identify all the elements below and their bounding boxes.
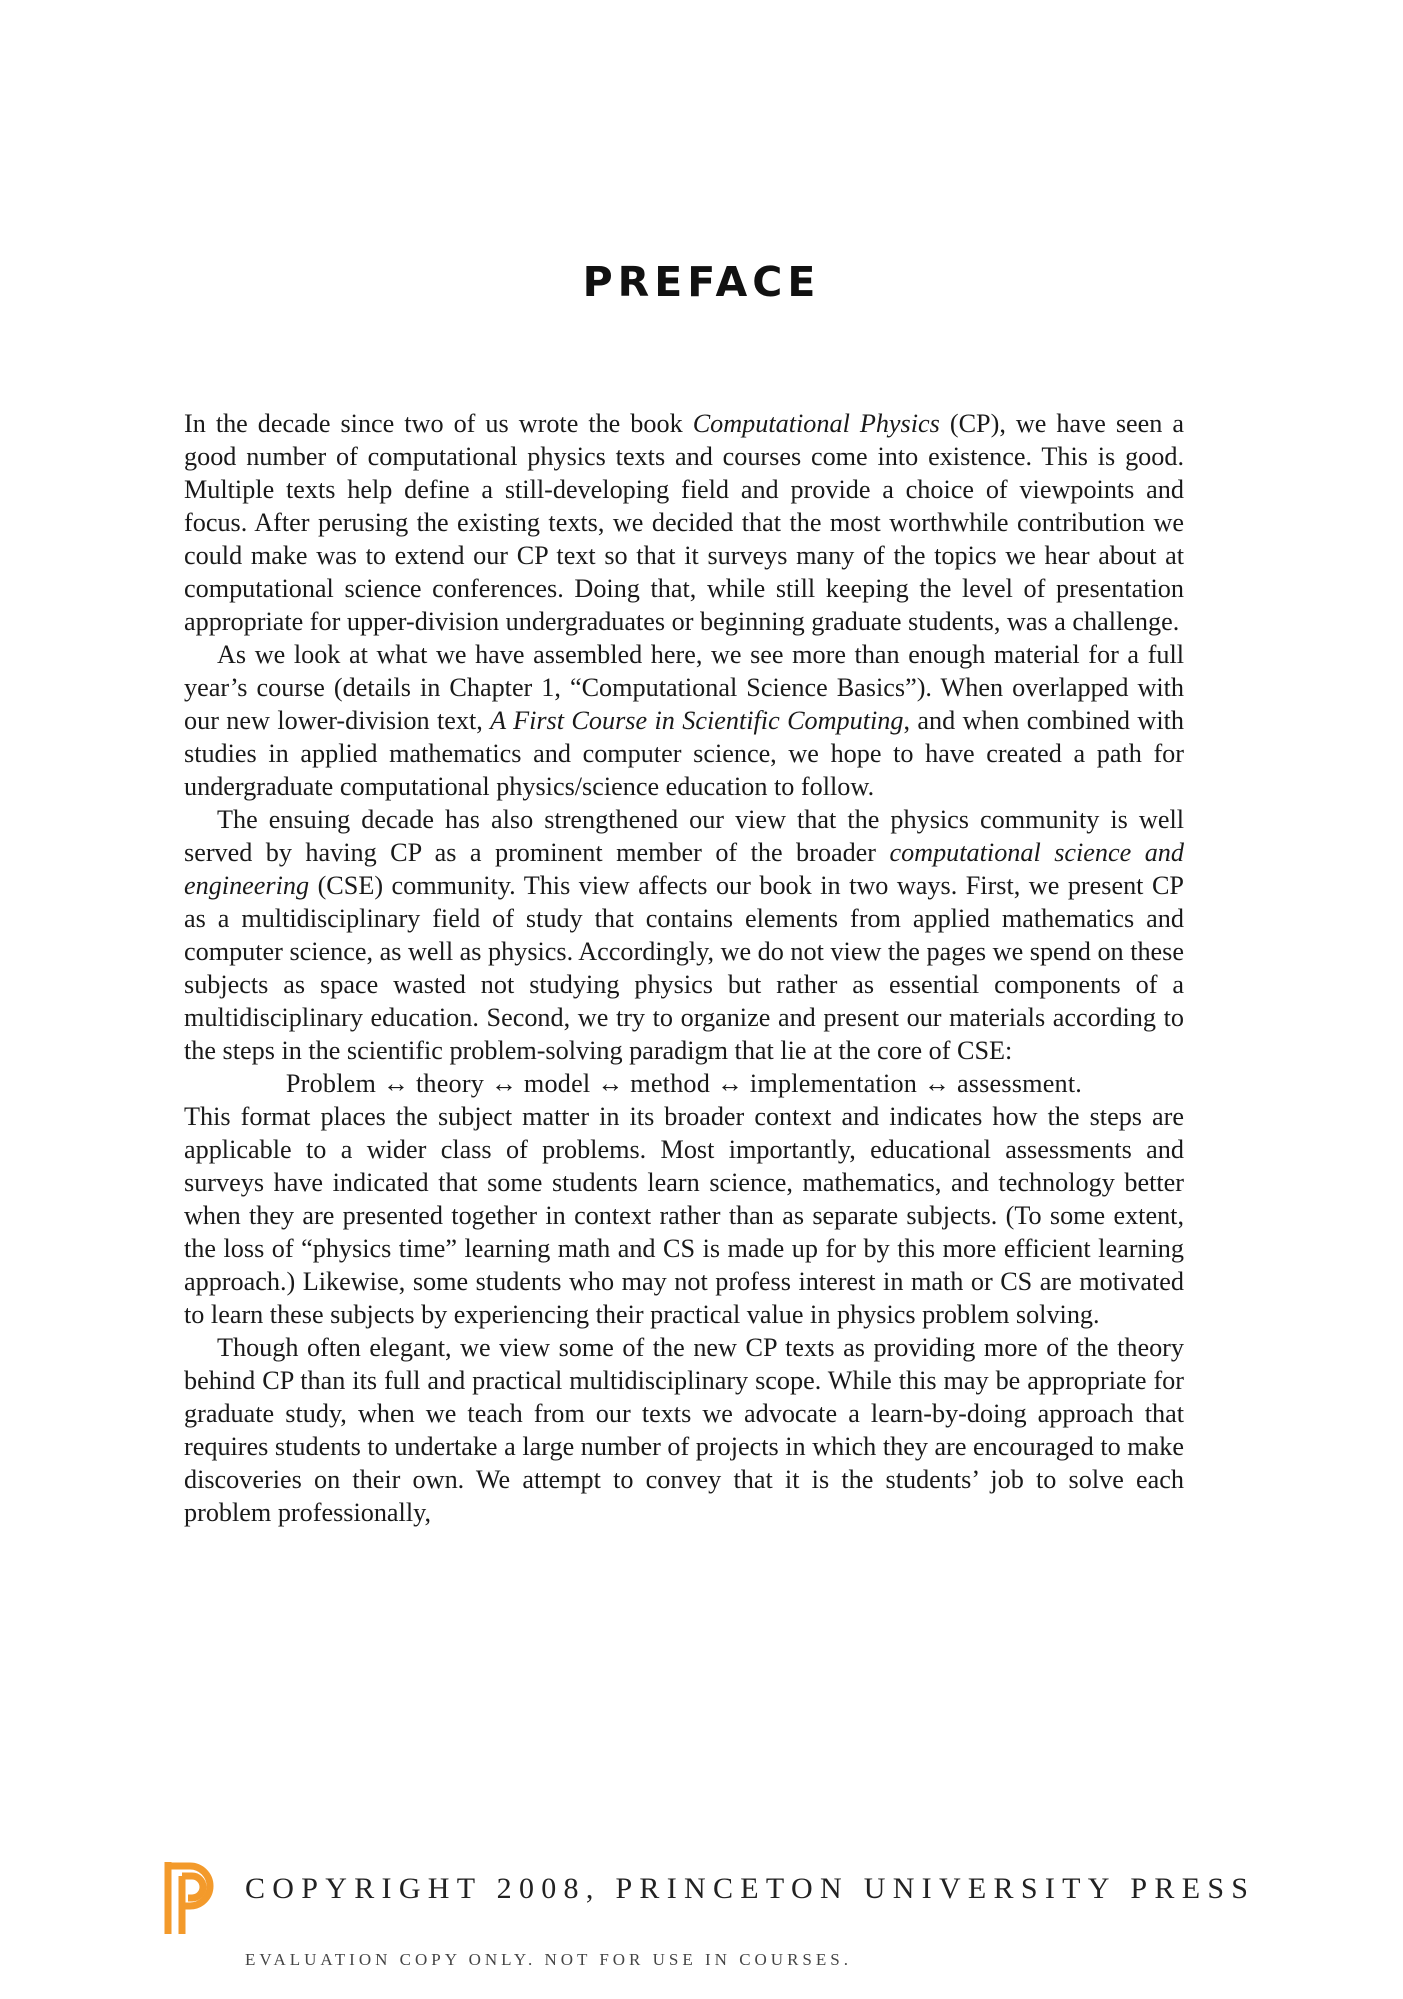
preface-body <box>184 407 1184 1529</box>
paragraph-3 <box>184 803 1184 1067</box>
paragraph-3-italic: computational science and engineering <box>184 838 1184 900</box>
page-title: PREFACE <box>582 258 821 306</box>
paragraph-4: This format places the subject matter in its broader context and indicates how the steps are applicable to a wider class of problems. Most importantly, educational assessments and surveys have indicated that some students learn science, mathematics, and technology better when they are presented together in context rather than as separate subjects. (To some extent, the loss of “physics time” learning math and CS is made up for by this more efficient learning approach.) Likewise, some students who may not profess interest in math or CS are motivated to learn these subjects by experiencing their practical value in physics problem solving. <box>184 1102 1184 1329</box>
paragraph-1-text-b: (CP), we have seen a good number of computational physics texts and courses come into existence. This is good. Multiple texts help define a still-developing field and provide a choice of viewpoints and focus. After perusing the existing texts, we decided that the most worthwhile contribution we could make was to extend our CP text so that it surveys many of the topics we hear about at computational science conferences. Doing that, while still keeping the level of presentation appropriate for upper-division undergraduates or beginning graduate students, was a challenge. <box>184 409 1184 636</box>
copyright-notice: COPYRIGHT 2008, PRINCETON UNIVERSITY PRESS <box>245 1872 1256 1905</box>
paragraph-3-text-b: (CSE) community. This view affects our book in two ways. First, we present CP as a multidisciplinary field of study that contains elements from applied mathematics and computer science, as well as physics. Accordingly, we do not view the pages we spend on these subjects as space wasted not studying physics but rather as essential components of a multidisciplinary education. Second, we try to organize and present our materials according to the steps in the scientific problem-solving paradigm that lie at the core of CSE: <box>184 871 1184 1065</box>
paragraph-3-text-a: The ensuing decade has also strengthened our view that the physics community is well served by having CP as a prominent member of the broader <box>184 805 1184 867</box>
paragraph-2-italic: A First Course in Scientific Computing <box>490 706 904 735</box>
paragraph-2-text-a: As we look at what we have assembled here, we see more than enough material for a full year’s course (details in Chapter 1, “Computational Science Basics”). When overlapped with our new lower-division text, <box>184 640 1184 735</box>
display-equation: Problem ↔ theory ↔ model ↔ method ↔ implementation ↔ assessment. <box>285 1069 1083 1098</box>
paragraph-1-italic: Computational Physics <box>692 409 940 438</box>
paragraph-2 <box>184 638 1184 803</box>
evaluation-notice: EVALUATION COPY ONLY. NOT FOR USE IN COURSES. <box>245 1950 852 1969</box>
princeton-press-logo-icon <box>162 1858 224 1938</box>
paragraph-5: Though often elegant, we view some of the new CP texts as providing more of the theory behind CP than its full and practical multidisciplinary scope. While this may be appropriate for graduate study, when we teach from our texts we advocate a learn-by-doing approach that requires students to undertake a large number of projects in which they are encouraged to make discoveries on their own. We attempt to convey that it is the students’ job to solve each problem professionally, <box>184 1333 1184 1527</box>
paragraph-1 <box>184 407 1184 638</box>
paragraph-2-text-b: , and when combined with studies in applied mathematics and computer science, we hope to have created a path for undergraduate computational physics/science education to follow. <box>184 706 1184 801</box>
paragraph-1-text-a: In the decade since two of us wrote the book <box>184 409 693 438</box>
